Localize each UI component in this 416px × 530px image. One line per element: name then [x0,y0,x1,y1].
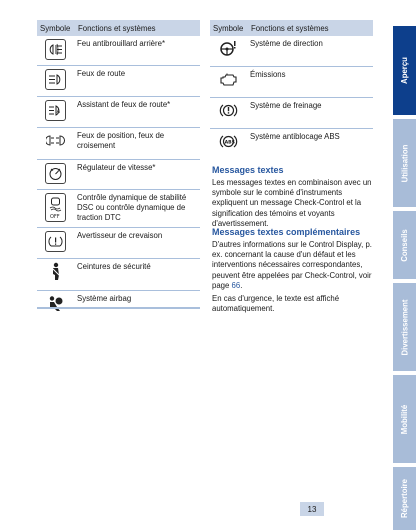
airbag-icon [46,294,65,313]
table-row [37,97,200,128]
row-label: Contrôle dynamique de stabilité DSC ou contrôle dynamique de traction DTC [77,193,187,222]
section-heading: Messages textes complémentaires [212,227,361,237]
tab-label: Conseils [400,228,409,262]
brake-system-icon [219,101,238,120]
section-paragraph: Les messages textes en combinaison avec un symbole sur le combiné d'instruments expliquent un message Check-Control et la signification des témoins et voyants d'avertissement. [212,178,372,228]
chapter-tabs [393,0,416,530]
abs-icon [219,132,238,151]
section-text-messages [212,164,375,229]
seatbelt-icon [46,262,65,281]
row-label: Système de direction [250,39,323,48]
row-label: Assistant de feux de route* [77,100,171,109]
row-label: Émissions [250,70,286,79]
row-label: Système de freinage [250,101,322,110]
symbols-table-left [37,20,200,321]
table-row [37,66,200,97]
table-row [210,67,373,98]
col-functions-header: Fonctions et systèmes [251,23,329,33]
table-row [37,228,200,259]
emissions-engine-icon [219,70,238,89]
table-row [210,129,373,160]
row-label: Feu antibrouillard arrière* [77,39,165,48]
table-header [210,20,373,36]
svg-text:A: A [56,109,60,115]
row-label: Système antiblocage ABS [250,132,340,141]
flat-tire-warning-icon [45,231,66,252]
row-label: Ceintures de sécurité [77,262,151,271]
col-symbol-header: Symbole [213,23,244,33]
row-label: Système airbag [77,294,132,303]
tab-repertoire[interactable] [393,467,416,530]
section-additional-text-messages [212,226,375,314]
row-label: Régulateur de vitesse* [77,163,156,172]
tab-label: Utilisation [400,144,409,182]
section-paragraph: En cas d'urgence, le texte est affiché automatiquement. [212,294,340,314]
tab-mobilite[interactable] [393,375,416,463]
row-label: Avertisseur de crevaison [77,231,163,240]
high-beam-icon [45,69,66,90]
rear-fog-light-icon [45,39,66,60]
tab-label: Répertoire [400,479,409,518]
tab-apercu[interactable] [393,26,416,115]
section-heading: Messages textes [212,165,284,175]
svg-text:ABS: ABS [224,140,235,146]
tab-label: Divertissement [400,299,409,355]
row-label: Feux de position, feux de croisement [77,131,165,150]
svg-text:OFF: OFF [49,213,60,220]
col-functions-header: Fonctions et systèmes [78,23,156,33]
table-row [37,128,200,160]
steering-system-icon [219,39,238,58]
table-end-rule [37,307,200,309]
tab-utilisation[interactable] [393,119,416,207]
table-header [37,20,200,36]
page-number: 13 [300,502,324,516]
paragraph-end: . [240,280,243,290]
col-symbol-header: Symbole [40,23,71,33]
row-label: Feux de route [77,69,126,78]
paragraph-text: D'autres informations sur le Control Display, p. ex. concernant la cause d'un défaut et les interventions nécessaires correspondantes, peuvent être appelées par Check-Control, voir page [212,240,372,290]
table-row [37,160,200,190]
speed-regulator-icon [45,163,66,184]
table-row [37,259,200,291]
high-beam-assist-icon [45,100,66,121]
page-link[interactable]: 66 [231,280,241,290]
symbols-table-right [210,20,373,160]
table-row [37,291,200,321]
table-row [210,98,373,129]
table-row [37,190,200,228]
tab-conseils[interactable] [393,211,416,279]
section-paragraph [212,240,375,291]
tab-divertissement[interactable] [393,283,416,371]
tab-label: Mobilité [400,404,410,434]
position-lights-icon [46,131,65,150]
table-row [37,36,200,66]
dsc-off-icon [45,193,66,222]
tab-label: Aperçu [400,57,409,84]
table-row [210,36,373,67]
